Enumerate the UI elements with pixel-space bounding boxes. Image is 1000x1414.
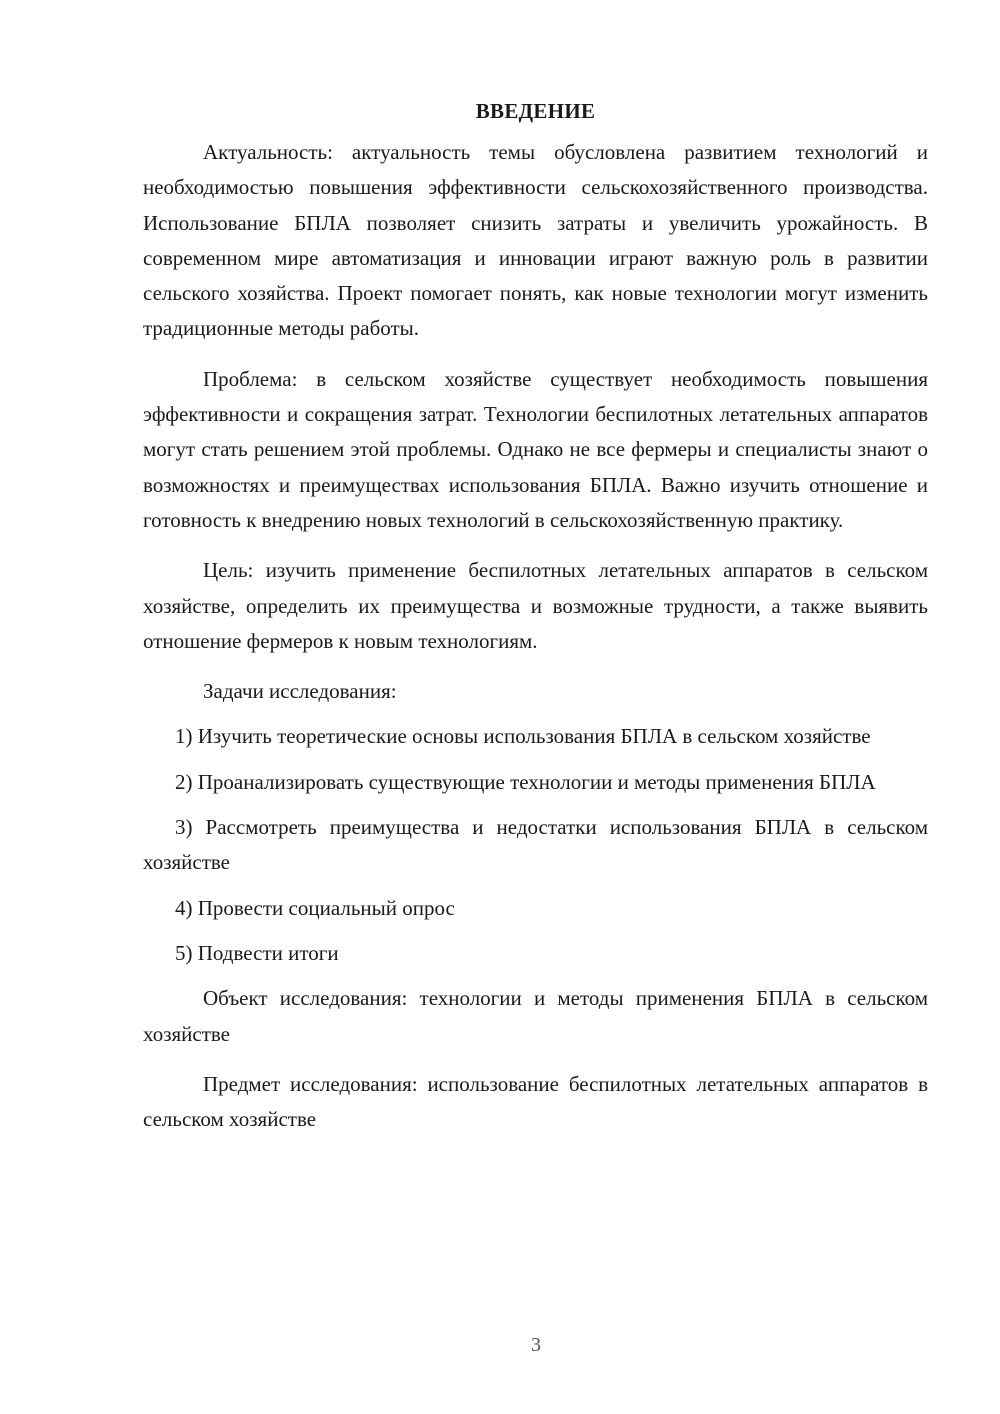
paragraph-relevance: Актуальность: актуальность темы обусловлена развитием технологий и необходимостью повышения эффективности сельскохозяйственного производства. Использование БПЛА позволяет снизить затраты и увеличить урожайность. В современном мире автоматизация и инновации играют важную роль в развитии сельского хозяйства. Проект помогает понять, как новые технологии могут изменить традиционные методы работы. — [143, 140, 928, 341]
paragraph-object: Объект исследования: технологии и методы применения БПЛА в сельском хозяйстве — [143, 986, 928, 1046]
task-item: 2) Проанализировать существующие технологии и методы применения БПЛА — [175, 769, 876, 794]
page-number: 3 — [531, 1334, 541, 1356]
task-item: 4) Провести социальный опрос — [175, 895, 455, 920]
section-title: ВВЕДЕНИЕ — [475, 99, 596, 123]
paragraph-subject: Предмет исследования: использование беспилотных летательных аппаратов в сельском хозяйстве — [143, 1071, 928, 1132]
paragraph-goal: Цель: изучить применение беспилотных летательных аппаратов в сельском хозяйстве, определить их преимущества и возможные трудности, а также выявить отношение фермеров к новым технологиям. — [143, 558, 928, 653]
document-page — [143, 95, 928, 1152]
paragraph-problem: Проблема: в сельском хозяйстве существует необходимость повышения эффективности и сокращения затрат. Технологии беспилотных летательных аппаратов могут стать решением этой проблемы. Однако не все фермеры и специалисты знают о возможностях и преимуществах использования БПЛА. Важно изучить отношение и готовность к внедрению новых технологий в сельскохозяйственную практику. — [143, 366, 928, 532]
task-item: 5) Подвести итоги — [175, 940, 339, 965]
task-item: 1) Изучить теоретические основы использования БПЛА в сельском хозяйстве — [175, 724, 871, 749]
task-item: 3) Рассмотреть преимущества и недостатки использования БПЛА в сельском хозяйстве — [143, 815, 928, 875]
tasks-heading: Задачи исследования: — [203, 679, 397, 704]
